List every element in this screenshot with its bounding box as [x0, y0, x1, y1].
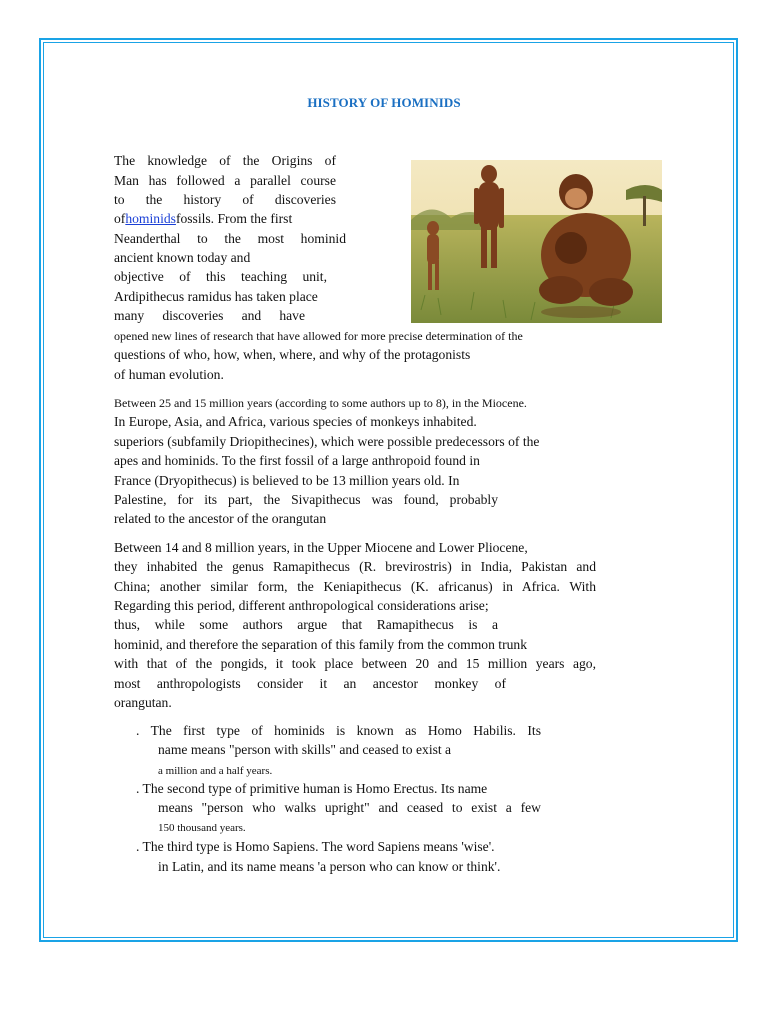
list-item-3-line: . The third type is Homo Sapiens. The word Sapiens means 'wise'. [136, 839, 495, 854]
hominids-link[interactable]: hominids [125, 211, 176, 226]
list-item-1-line: a million and a half years. [158, 765, 273, 777]
p1-text: of [114, 211, 126, 226]
list-item-3-line: in Latin, and its name means 'a person who can know or think'. [158, 859, 501, 874]
p3-line: they inhabited the genus Ramapithecus (R. brevirostris) in India, Pakistan and [114, 559, 596, 574]
p3-line: thus, while some authors argue that Ramapithecus is a [114, 617, 498, 632]
list-item-2-line: means "person who walks upright" and ceased to exist a few [158, 800, 541, 815]
p3-line: orangutan. [114, 695, 172, 710]
p2-line: France (Dryopithecus) is believed to be 13 million years old. In [114, 473, 460, 488]
p1-line: The knowledge of the Origins of [114, 153, 336, 168]
p3-line: Regarding this period, different anthropological considerations arise; [114, 598, 489, 613]
p1-line: of human evolution. [114, 367, 224, 382]
p3-line: hominid, and therefore the separation of this family from the common trunk [114, 637, 527, 652]
p1-line: opened new lines of research that have allowed for more precise determination of the [114, 329, 523, 343]
p1-line: objective of this teaching unit, [114, 269, 327, 284]
p2-line: related to the ancestor of the orangutan [114, 511, 327, 526]
page-title: HISTORY OF HOMINIDS [307, 95, 461, 110]
p1-line: Neanderthal to the most hominid [114, 231, 346, 246]
p3-line: Between 14 and 8 million years, in the Upper Miocene and Lower Pliocene, [114, 540, 528, 555]
p1-line: Ardipithecus ramidus has taken place [114, 289, 318, 304]
p1-line: Man has followed a parallel course [114, 173, 336, 188]
p1-line: to the history of discoveries [114, 192, 336, 207]
list-item-2-line: 150 thousand years. [158, 822, 246, 834]
p2-line: apes and hominids. To the first fossil of a large anthropoid found in [114, 453, 480, 468]
p2-line: In Europe, Asia, and Africa, various species of monkeys inhabited. [114, 414, 477, 429]
p1-line: ancient known today and [114, 250, 251, 265]
p1-line: many discoveries and have [114, 308, 305, 323]
p3-line: China; another similar form, the Keniapithecus (K. africanus) in Africa. With [114, 579, 596, 594]
list-item-1-line: name means "person with skills" and ceased to exist a [158, 742, 452, 757]
p2-line: Between 25 and 15 million years (according to some authors up to 8), in the Miocene. [114, 396, 527, 410]
p1-text: fossils. From the first [175, 211, 293, 226]
list-item-2-line: . The second type of primitive human is Homo Erectus. Its name [136, 781, 488, 796]
hominid-family-illustration [411, 160, 662, 323]
p1-line-with-link [114, 211, 292, 227]
hominid-illustration-svg [411, 160, 662, 323]
p2-line: Palestine, for its part, the Sivapithecus was found, probably [114, 492, 498, 507]
p3-line: with that of the pongids, it took place between 20 and 15 million years ago, [114, 656, 596, 671]
p2-line: superiors (subfamily Driopithecines), which were possible predecessors of the [114, 434, 540, 449]
p3-line: most anthropologists consider it an ancestor monkey of [114, 676, 506, 691]
list-item-1-line: . The first type of hominids is known as Homo Habilis. Its [136, 723, 541, 738]
p1-line: questions of who, how, when, where, and why of the protagonists [114, 347, 471, 362]
